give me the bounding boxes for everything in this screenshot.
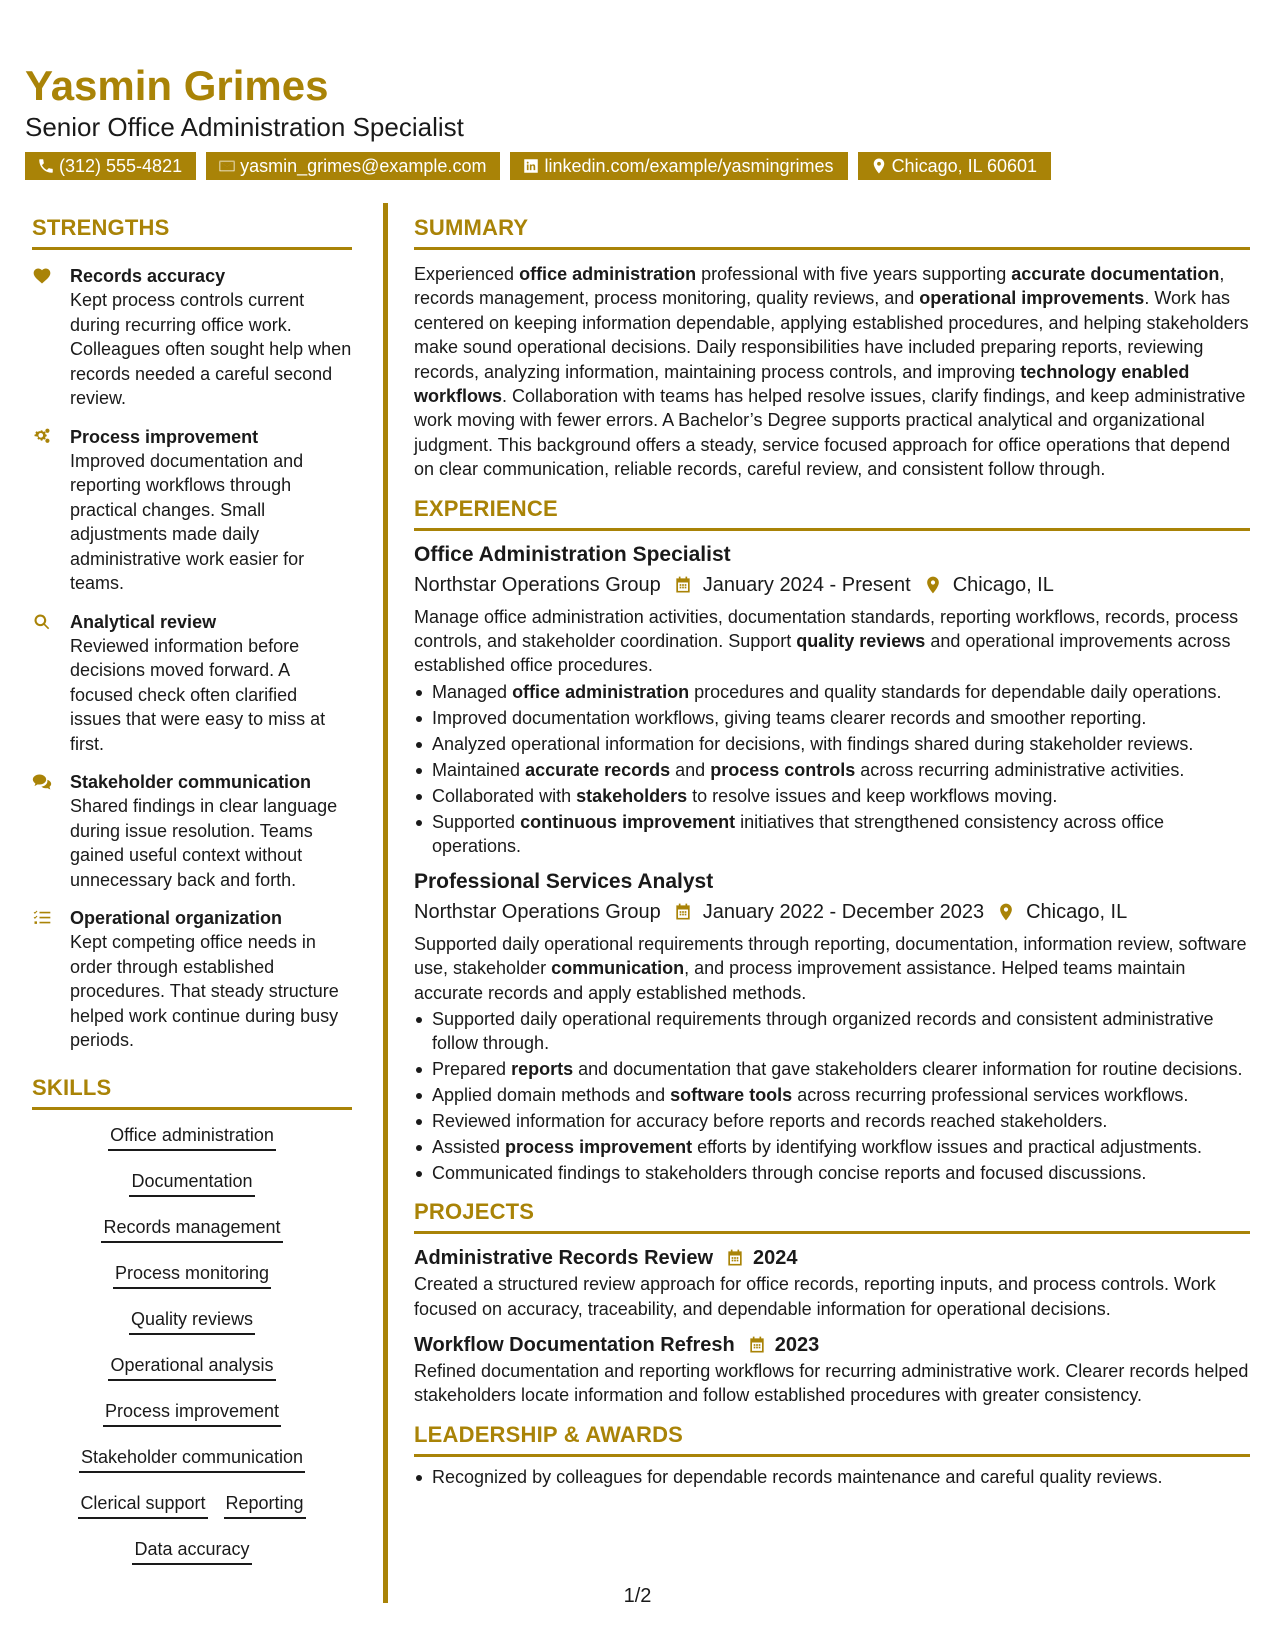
skill-tag: Process improvement xyxy=(103,1400,281,1427)
bullet-item: Supported daily operational requirements through organized records and consistent administrative follow through. xyxy=(414,1007,1250,1055)
project-description: Created a structured review approach for office records, reporting inputs, and process controls. Work focused on accuracy, traceability, and dependable information for operational decisions. xyxy=(414,1274,1216,1319)
comments-icon xyxy=(32,772,52,792)
job-title: Office Administration Specialist xyxy=(414,542,731,566)
strength-item xyxy=(32,425,352,596)
projects-heading: PROJECTS xyxy=(414,1199,1250,1234)
strength-item xyxy=(32,906,352,1053)
left-column xyxy=(32,215,352,1565)
job-meta xyxy=(414,898,1250,926)
calendar-icon xyxy=(747,1335,767,1355)
bullet-item: Reviewed information for accuracy before reports and records reached stakeholders. xyxy=(414,1109,1250,1133)
skill-tag: Clerical support xyxy=(78,1492,207,1519)
job-bullets xyxy=(414,680,1250,858)
list-check-icon xyxy=(32,908,52,928)
column-divider xyxy=(383,203,388,1603)
project-year: 2023 xyxy=(774,1333,820,1356)
strength-title: Operational organization xyxy=(70,908,283,928)
strength-title: Stakeholder communication xyxy=(70,772,312,792)
strength-desc: Shared findings in clear language during issue resolution. Teams gained useful context without unnecessary back and forth. xyxy=(70,796,338,890)
job-description: Supported daily operational requirements through reporting, documentation, information review, software use, stakeholder communication, and process improvement assistance. Helped teams maintain accurate records and apply established methods. xyxy=(414,933,1247,1003)
strength-desc: Reviewed information before decisions moved forward. A focused check often clarified issues that were easy to miss at first. xyxy=(70,635,326,754)
strength-title: Analytical review xyxy=(70,611,217,632)
summary-heading: SUMMARY xyxy=(414,215,1250,250)
candidate-name: Yasmin Grimes xyxy=(25,62,329,109)
contact-linkedin[interactable] xyxy=(510,152,847,180)
awards-list xyxy=(414,1465,1250,1489)
calendar-icon xyxy=(673,575,693,595)
award-item: Recognized by colleagues for dependable records maintenance and careful quality reviews. xyxy=(414,1465,1250,1489)
heart-icon xyxy=(32,266,52,286)
map-pin-icon xyxy=(923,575,943,595)
job-meta xyxy=(414,571,1250,599)
skill-tag: Reporting xyxy=(224,1492,306,1519)
project-entry xyxy=(414,1331,1250,1408)
contact-location-text: Chicago, IL 60601 xyxy=(891,155,1038,176)
calendar-icon xyxy=(673,902,693,922)
project-description: Refined documentation and reporting workflows for recurring administrative work. Clearer records helped stakeholders locate information and follow established procedures with greater consistency. xyxy=(414,1360,1249,1406)
contact-email-text: yasmin_grimes@example.com xyxy=(240,155,487,176)
strength-title: Records accuracy xyxy=(70,266,226,286)
skills-list xyxy=(32,1124,352,1565)
map-pin-icon xyxy=(870,157,888,175)
skill-tag: Quality reviews xyxy=(129,1308,255,1335)
linkedin-icon xyxy=(522,157,540,175)
gears-icon xyxy=(32,427,52,447)
job-description: Manage office administration activities, documentation standards, reporting workflows, records, process controls, and stakeholder coordination. Support quality reviews and operational improvements across established office procedures. xyxy=(414,606,1239,676)
bullet-item: Collaborated with stakeholders to resolve issues and keep workflows moving. xyxy=(414,784,1250,808)
bullet-item: Assisted process improvement efforts by identifying workflow issues and practical adjustments. xyxy=(414,1135,1250,1159)
project-entry xyxy=(414,1244,1250,1321)
job-company: Northstar Operations Group xyxy=(414,573,661,596)
right-column xyxy=(414,215,1250,1491)
contact-phone-text: (312) 555-4821 xyxy=(59,155,183,176)
bullet-item: Managed office administration procedures and quality standards for dependable daily operations. xyxy=(414,680,1250,704)
job-entry xyxy=(414,868,1250,1185)
skill-tag: Process monitoring xyxy=(113,1262,271,1289)
strengths-heading: STRENGTHS xyxy=(32,215,352,250)
strength-title: Process improvement xyxy=(70,426,259,447)
contact-phone[interactable] xyxy=(25,152,196,180)
job-dates: January 2022 - December 2023 xyxy=(702,900,985,923)
job-title: Professional Services Analyst xyxy=(414,869,714,893)
bullet-item: Prepared reports and documentation that gave stakeholders clearer information for routine decisions. xyxy=(414,1057,1250,1081)
phone-icon xyxy=(37,157,55,175)
magnifier-icon xyxy=(32,612,52,632)
job-bullets xyxy=(414,1007,1250,1185)
skill-tag: Office administration xyxy=(108,1124,276,1151)
job-company: Northstar Operations Group xyxy=(414,900,661,923)
bullet-item: Communicated findings to stakeholders through concise reports and focused discussions. xyxy=(414,1161,1250,1185)
job-location: Chicago, IL xyxy=(1026,900,1128,923)
summary-text: Experienced office administration professional with five years supporting accurate documentation, records management, process monitoring, quality reviews, and operational improvements. Work has centered on keeping information dependable, applying established procedures, and helping stakeholders make sound operational decisions. Daily responsibilities have included preparing reports, reviewing records, analyzing information, maintaining process controls, and improving technology enabled workflows. Collaboration with teams has helped resolve issues, clarify findings, and keep administrative work moving with fewer errors. A Bachelor’s Degree supports practical analytical and organizational judgment. This background offers a steady, service focused approach for office operations that depend on clear communication, reliable records, careful review, and consistent follow through. xyxy=(414,264,1249,480)
project-title-row xyxy=(414,1331,1250,1359)
strength-desc: Kept competing office needs in order through established procedures. That steady structure helped work continue during busy periods. xyxy=(70,932,339,1050)
bullet-item: Improved documentation workflows, giving teams clearer records and smoother reporting. xyxy=(414,706,1250,730)
calendar-icon xyxy=(725,1248,745,1268)
project-title-row xyxy=(414,1244,1250,1272)
envelope-icon xyxy=(218,157,236,175)
bullet-item: Analyzed operational information for decisions, with findings shared during stakeholder reviews. xyxy=(414,732,1250,756)
contact-location xyxy=(858,152,1051,180)
bullet-item: Supported continuous improvement initiatives that strengthened consistency across office operations. xyxy=(414,810,1250,858)
skill-tag: Stakeholder communication xyxy=(79,1446,305,1473)
job-entry xyxy=(414,541,1250,858)
contact-email[interactable] xyxy=(206,152,500,180)
project-title: Administrative Records Review xyxy=(414,1247,713,1270)
skill-tag: Records management xyxy=(101,1216,282,1243)
strength-desc: Kept process controls current during recurring office work. Colleagues often sought help when records needed a careful second review. xyxy=(70,290,352,408)
project-year: 2024 xyxy=(753,1247,798,1270)
skill-tag: Data accuracy xyxy=(132,1538,251,1565)
strength-item xyxy=(32,610,352,757)
experience-heading: EXPERIENCE xyxy=(414,496,1250,531)
project-title: Workflow Documentation Refresh xyxy=(414,1333,735,1356)
skill-tag: Operational analysis xyxy=(108,1354,275,1381)
map-pin-icon xyxy=(996,902,1016,922)
page-number: 1/2 xyxy=(623,1585,652,1607)
strength-desc: Improved documentation and reporting workflows through practical changes. Small adjustments made daily administrative work easier for teams. xyxy=(70,450,305,593)
candidate-role: Senior Office Administration Specialist xyxy=(25,112,464,142)
bullet-item: Maintained accurate records and process controls across recurring administrative activities. xyxy=(414,758,1250,782)
bullet-item: Applied domain methods and software tools across recurring professional services workflows. xyxy=(414,1083,1250,1107)
job-dates: January 2024 - Present xyxy=(702,573,911,596)
strength-item xyxy=(32,264,352,411)
contact-linkedin-text: linkedin.com/example/yasmingrimes xyxy=(544,155,834,176)
awards-heading: LEADERSHIP & AWARDS xyxy=(414,1422,1250,1457)
contact-bar xyxy=(25,152,1051,180)
job-location: Chicago, IL xyxy=(952,573,1054,596)
strength-item xyxy=(32,770,352,892)
skill-tag: Documentation xyxy=(129,1170,254,1197)
skills-heading: SKILLS xyxy=(32,1075,352,1110)
